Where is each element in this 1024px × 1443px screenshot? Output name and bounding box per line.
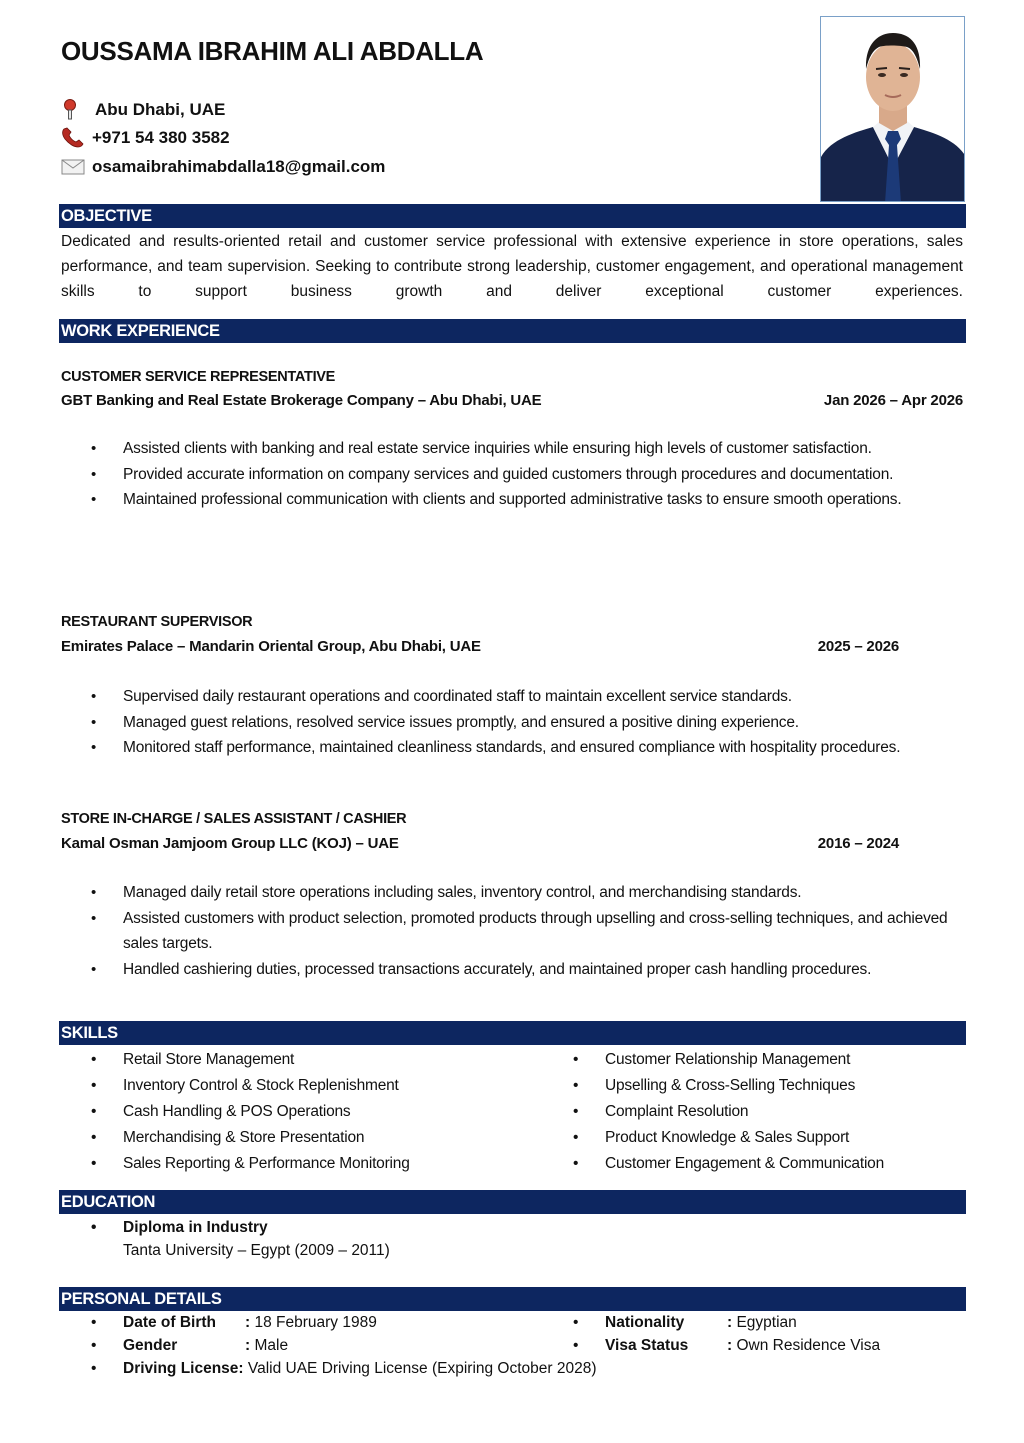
section-header-skills: SKILLS <box>59 1021 966 1045</box>
job-bullet: • Provided accurate information on company services and guided customers through procedures and documentation. <box>91 462 951 488</box>
job-bullet: • Maintained professional communication with clients and supported administrative tasks to ensure smooth operations. <box>91 487 951 513</box>
section-header-objective: OBJECTIVE <box>59 204 966 228</box>
skill-item: • Merchandising & Store Presentation <box>91 1125 573 1151</box>
job-company-row <box>61 638 963 655</box>
detail-value: : Egyptian <box>727 1311 797 1334</box>
envelope-icon <box>61 156 89 178</box>
skill-item: • Upselling & Cross-Selling Techniques <box>573 1073 971 1099</box>
job-dates: 2025 – 2026 <box>817 638 899 655</box>
skill-item: • Sales Reporting & Performance Monitoring <box>91 1151 573 1177</box>
detail-label: • Visa Status <box>605 1337 689 1354</box>
job-company: Emirates Palace – Mandarin Oriental Group, Abu Dhabi, UAE <box>61 638 481 655</box>
job-dates: Jan 2026 – Apr 2026 <box>823 392 963 409</box>
job-bullet: • Managed guest relations, resolved service issues promptly, and ensured a positive dining experience. <box>91 710 951 736</box>
location-text: Abu Dhabi, UAE <box>95 100 226 119</box>
profile-photo <box>820 16 965 202</box>
job-company-row <box>61 835 963 852</box>
objective-text: Dedicated and results-oriented retail and customer service professional with extensive experience in store operations, sales performance, and team supervision. Seeking to contribute strong leadership, customer engagement, and operational management skills to support business growth and deliver exceptional customer experiences. <box>61 233 963 300</box>
education-entry <box>91 1216 390 1262</box>
section-header-personal-details: PERSONAL DETAILS <box>59 1287 966 1311</box>
candidate-name: OUSSAMA IBRAHIM ALI ABDALLA <box>61 36 484 66</box>
contact-phone <box>61 127 230 149</box>
education-degree: • Diploma in Industry <box>91 1216 390 1239</box>
job-bullet: • Handled cashiering duties, processed transactions accurately, and maintained proper cash handling procedures. <box>91 957 951 983</box>
contact-email <box>61 156 385 178</box>
job-bullet: • Managed daily retail store operations including sales, inventory control, and merchandising standards. <box>91 880 951 906</box>
job-bullet: • Monitored staff performance, maintained cleanliness standards, and ensured compliance with hospitality procedures. <box>91 735 951 761</box>
skill-item: • Cash Handling & POS Operations <box>91 1099 573 1125</box>
job-bullets <box>91 684 951 761</box>
detail-label: • Nationality <box>605 1314 685 1331</box>
phone-link[interactable]: +971 54 380 3582 <box>92 128 230 147</box>
education-institution: Tanta University – Egypt (2009 – 2011) <box>123 1242 390 1259</box>
skill-item: • Customer Engagement & Communication <box>573 1151 971 1177</box>
email-link[interactable]: osamaibrahimabdalla18@gmail.com <box>92 157 386 176</box>
job-bullet: • Assisted clients with banking and real estate service inquiries while ensuring high levels of customer satisfaction. <box>91 436 951 462</box>
detail-nationality <box>573 1311 971 1334</box>
job-company: Kamal Osman Jamjoom Group LLC (KOJ) – UAE <box>61 835 399 852</box>
job-role: STORE IN-CHARGE / SALES ASSISTANT / CASHIER <box>61 811 407 827</box>
section-header-education: EDUCATION <box>59 1190 966 1214</box>
job-bullets <box>91 436 951 513</box>
job-bullets <box>91 880 951 982</box>
map-pin-icon <box>61 99 89 121</box>
detail-value: Valid UAE Driving License (Expiring October 2028) <box>243 1360 597 1377</box>
detail-driving-license <box>91 1357 971 1380</box>
job-role: RESTAURANT SUPERVISOR <box>61 614 253 630</box>
job-bullet: • Assisted customers with product selection, promoted products through upselling and cross-selling techniques, and achieved sales targets. <box>91 906 951 957</box>
skill-item: • Complaint Resolution <box>573 1099 971 1125</box>
skill-item: • Product Knowledge & Sales Support <box>573 1125 971 1151</box>
job-company-row <box>61 392 963 409</box>
detail-visa <box>573 1334 971 1357</box>
detail-label: • Date of Birth <box>123 1314 216 1331</box>
skills-list <box>91 1047 971 1177</box>
detail-dob <box>91 1311 573 1334</box>
detail-label: Driving License: <box>123 1360 244 1377</box>
skill-item: • Retail Store Management <box>91 1047 573 1073</box>
job-company: GBT Banking and Real Estate Brokerage Company – Abu Dhabi, UAE <box>61 392 542 409</box>
skill-item: • Inventory Control & Stock Replenishment <box>91 1073 573 1099</box>
detail-value: : 18 February 1989 <box>245 1311 377 1334</box>
contact-location <box>61 99 225 121</box>
job-bullet: • Supervised daily restaurant operations and coordinated staff to maintain excellent service standards. <box>91 684 951 710</box>
detail-value: : Male <box>245 1334 288 1357</box>
detail-value: : Own Residence Visa <box>727 1334 880 1357</box>
detail-label: • Gender <box>123 1337 178 1354</box>
detail-gender <box>91 1334 573 1357</box>
skill-item: • Customer Relationship Management <box>573 1047 971 1073</box>
job-dates: 2016 – 2024 <box>817 835 899 852</box>
phone-icon <box>61 127 89 149</box>
section-header-work-experience: WORK EXPERIENCE <box>59 319 966 343</box>
job-role: CUSTOMER SERVICE REPRESENTATIVE <box>61 369 336 385</box>
personal-details <box>91 1311 971 1380</box>
